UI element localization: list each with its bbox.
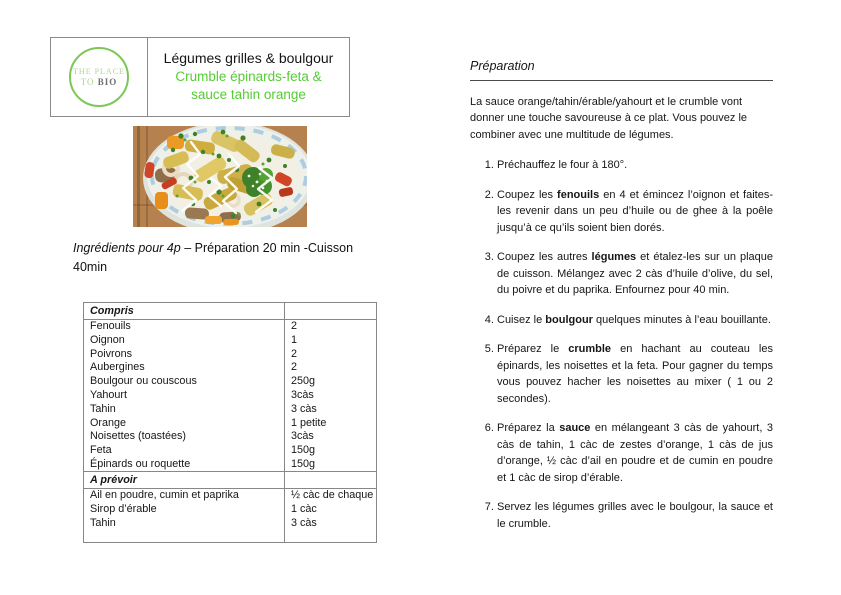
- step-2: 2. Coupez les fenouils en 4 et émincez l’oignon et faites-les revenir dans un peu d’huile ou de ghee à la poêle jusqu’à ce qu’ils soient bien dorés.: [497, 187, 773, 237]
- ingredient-row-qty: 1: [291, 333, 298, 346]
- ingredient-row-qty: 3càs: [291, 388, 314, 401]
- recipe-title: Légumes grilles & boulgour: [163, 50, 334, 67]
- ingredient-row: [84, 488, 377, 502]
- ingredient-row-qty: 2: [291, 347, 298, 360]
- preparation-intro: La sauce orange/tahin/érable/yahourt et le crumble vont donner une touche savoureuse à ce plat. Vous pouvez le combiner avec une multitude de légumes.: [470, 95, 748, 141]
- ingredient-row: [84, 319, 377, 333]
- ingredient-row-qty: 3 càs: [291, 402, 317, 415]
- step-4: 4. Cuisez le boulgour quelques minutes à l’eau bouillante.: [497, 312, 773, 329]
- ingredients-section-header-0-label: Compris: [84, 303, 285, 320]
- logo-text-top: THE PLACE: [73, 67, 125, 76]
- steps-list: [470, 157, 773, 532]
- ingredients-section-header-0-qty: [285, 303, 377, 320]
- table-spacer-row-label: [84, 530, 285, 543]
- ingredient-row-label: Noisettes (toastées): [84, 430, 285, 444]
- step-5: 5. Préparez le crumble en hachant au couteau les épinards, les noisettes et la feta. Pour gagner du temps vous pouvez hacher les noisettes au mixer ( 1 ou 2 secondes).: [497, 341, 773, 407]
- recipe-subtitle-line1: Crumble épinards-feta &: [175, 69, 322, 85]
- ingredient-row-qty: 1 petite: [291, 416, 327, 429]
- ingredient-row-qty: ½ càc de chaque: [291, 489, 374, 502]
- ingredient-row-label: Orange: [84, 416, 285, 430]
- ingredients-table-body: [84, 303, 377, 543]
- ingredient-row-qty: 3 càs: [291, 516, 317, 529]
- food-photo: [133, 126, 307, 227]
- ingredient-row-qty: 250g: [291, 375, 316, 388]
- ingredients-heading-rest: – Préparation 20 min -Cuisson 40min: [73, 241, 354, 274]
- ingredient-row-qty: 1 càc: [291, 503, 317, 516]
- ingredient-row-qty: 150g: [291, 444, 316, 457]
- ingredients-section-header-0: [84, 303, 377, 320]
- ingredient-row-label: Oignon: [84, 333, 285, 347]
- ingredients-heading: [73, 239, 375, 277]
- ingredient-row: [84, 388, 377, 402]
- ingredient-row-label: Fenouils: [84, 319, 285, 333]
- ingredient-row-label: Aubergines: [84, 361, 285, 375]
- ingredient-row: [84, 503, 377, 517]
- step-6: 6. Préparez la sauce en mélangeant 3 càs de yahourt, 3 càs de tahin, 1 càc de zestes d’orange, 1 càs de jus d’orange, ½ càc d’ail en poudre et de cumin en poudre et 1 càc de sirop d’érable.: [497, 420, 773, 486]
- ingredient-row-qty: 2: [291, 361, 298, 374]
- preparation-section: [470, 57, 773, 532]
- ingredients-table: [83, 302, 377, 543]
- ingredient-row-qty: 2: [291, 320, 298, 332]
- ingredient-row: [84, 402, 377, 416]
- ingredient-row-label: Épinards ou roquette: [84, 457, 285, 471]
- step-7: 7. Servez les légumes grilles avec le boulgour, la sauce et le crumble.: [497, 499, 773, 532]
- ingredient-row: [84, 347, 377, 361]
- ingredients-heading-italic: Ingrédients pour 4p: [73, 241, 185, 255]
- ingredient-row-label: Feta: [84, 444, 285, 458]
- recipe-subtitle-line2: sauce tahin orange: [191, 87, 306, 103]
- ingredient-row: [84, 416, 377, 430]
- the-place-to-bio-logo: [69, 47, 129, 107]
- ingredient-row: [84, 361, 377, 375]
- ingredient-row: [84, 516, 377, 530]
- ingredient-row-label: Yahourt: [84, 388, 285, 402]
- ingredients-section-header-1: [84, 472, 377, 489]
- ingredient-row: [84, 444, 377, 458]
- step-1: 1. Préchauffez le four à 180°.: [497, 157, 773, 174]
- ingredients-section-header-1-qty: [285, 472, 377, 489]
- ingredients-section-header-1-label: A prévoir: [84, 472, 285, 489]
- ingredient-row-qty: 3càs: [291, 430, 314, 443]
- ingredient-row-label: Sirop d’érable: [84, 503, 285, 517]
- ingredient-row-label: Boulgour ou couscous: [84, 375, 285, 389]
- ingredient-row: [84, 430, 377, 444]
- ingredient-row-qty: 150g: [291, 457, 316, 470]
- logo-text-to: TO: [80, 77, 95, 87]
- logo-text-bottom: [81, 77, 118, 87]
- table-spacer-row-qty: [285, 530, 377, 543]
- table-spacer-row: [84, 530, 377, 543]
- ingredient-row-label: Poivrons: [84, 347, 285, 361]
- logo-cell: [51, 38, 148, 116]
- ingredient-row-label: Tahin: [84, 402, 285, 416]
- ingredient-row: [84, 333, 377, 347]
- ingredient-row-label: Ail en poudre, cumin et paprika: [84, 488, 285, 502]
- ingredient-row-label: Tahin: [84, 516, 285, 530]
- ingredient-row: [84, 457, 377, 471]
- recipe-header: [50, 37, 350, 117]
- preparation-heading: Préparation: [470, 57, 773, 81]
- logo-text-bio: BIO: [97, 77, 118, 87]
- ingredient-row: [84, 375, 377, 389]
- recipe-title-block: [148, 38, 349, 116]
- step-3: 3. Coupez les autres légumes et étalez-les sur un plaque de cuisson. Mélangez avec 2 càs d’huile d’olive, du sel, du poivre et du paprika. Enfournez pour 40 min.: [497, 249, 773, 299]
